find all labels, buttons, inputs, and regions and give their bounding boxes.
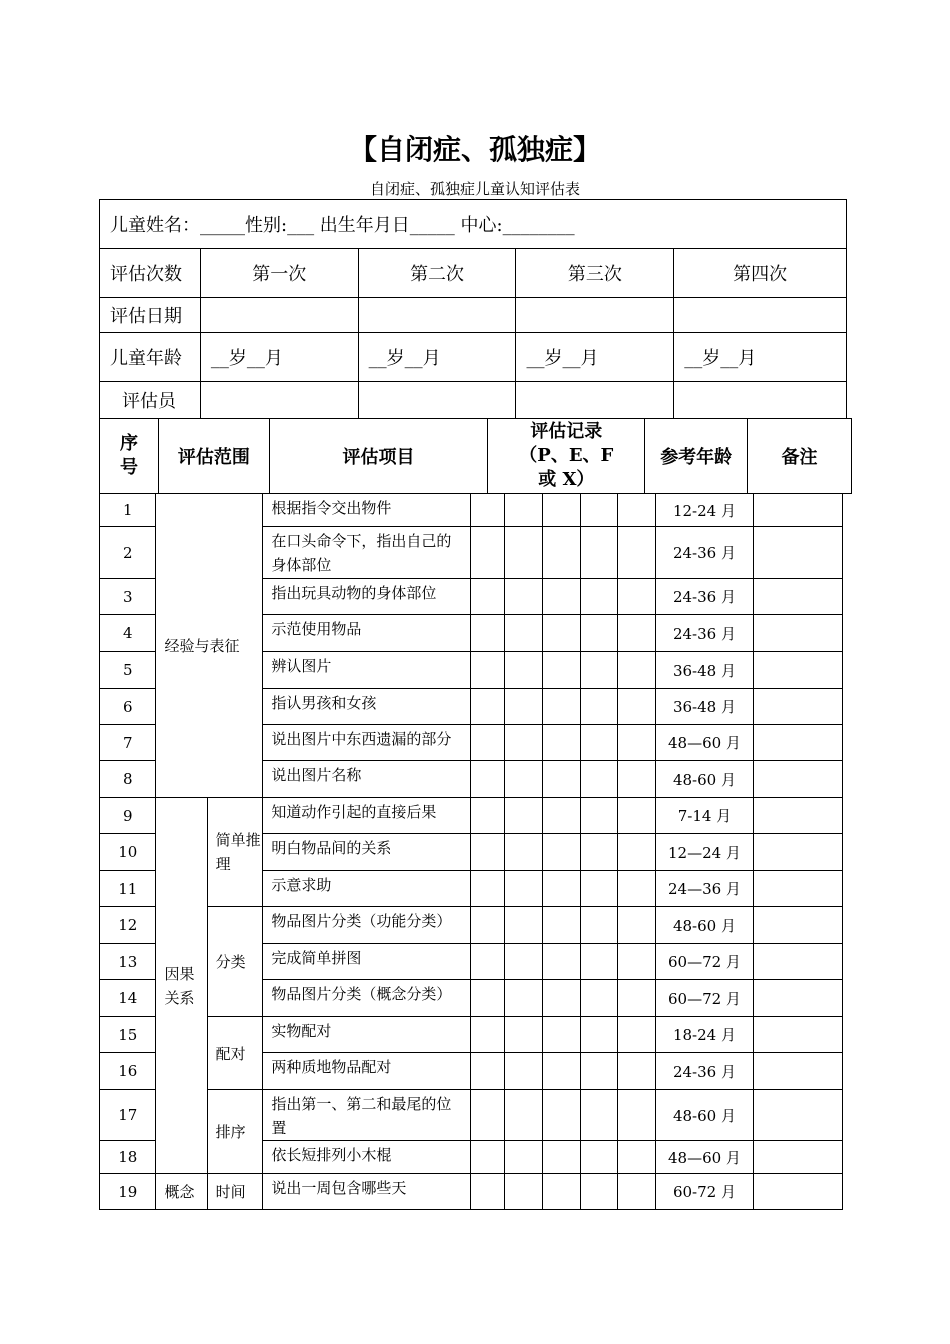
table-row (100, 1017, 843, 1053)
reference-age: 48—60 月 (655, 1141, 753, 1174)
record-cell[interactable] (581, 944, 618, 980)
record-cell[interactable] (581, 652, 618, 689)
note-cell[interactable] (753, 1017, 842, 1053)
header-record: 评估记录（P、E、F 或 X） (488, 419, 645, 494)
record-cell[interactable] (505, 834, 542, 871)
note-cell[interactable] (753, 689, 842, 725)
assessment-items-table (99, 493, 843, 1210)
page-title: 【自闭症、孤独症】 (348, 133, 601, 166)
note-cell[interactable] (753, 1053, 842, 1090)
child-age-cell[interactable]: __岁__月 (674, 333, 847, 382)
assessment-item: 指出玩具动物的身体部位 (263, 579, 471, 615)
record-cell[interactable] (581, 1053, 618, 1090)
assessment-item: 完成简单拼图 (263, 944, 471, 980)
record-cell[interactable] (505, 980, 542, 1017)
child-age-cell[interactable]: __岁__月 (200, 333, 358, 382)
record-cell[interactable] (581, 980, 618, 1017)
record-cell[interactable] (505, 1053, 542, 1090)
reference-age: 60-72 月 (655, 1174, 753, 1210)
record-cell[interactable] (581, 761, 618, 798)
eval-date-cell[interactable] (516, 298, 674, 333)
record-cell[interactable] (542, 615, 580, 652)
record-cell[interactable] (471, 798, 505, 834)
row-number: 6 (100, 689, 156, 725)
record-cell[interactable] (581, 907, 618, 944)
record-cell[interactable] (471, 980, 505, 1017)
record-cell[interactable] (581, 527, 618, 579)
row-number: 19 (100, 1174, 156, 1210)
record-cell[interactable] (471, 761, 505, 798)
header-ref-age: 参考年龄 (645, 419, 748, 494)
record-cell[interactable] (618, 834, 655, 871)
row-number: 7 (100, 725, 156, 761)
note-cell[interactable] (753, 907, 842, 944)
record-cell[interactable] (542, 1141, 580, 1174)
record-cell[interactable] (542, 689, 580, 725)
reference-age: 60—72 月 (655, 944, 753, 980)
scope-sub-cell: 排序 (207, 1090, 263, 1174)
child-age-cell[interactable]: __岁__月 (358, 333, 516, 382)
record-cell[interactable] (581, 494, 618, 527)
note-cell[interactable] (753, 652, 842, 689)
row-number: 12 (100, 907, 156, 944)
row-number: 10 (100, 834, 156, 871)
evaluator-cell[interactable] (200, 382, 358, 419)
eval-count-3: 第三次 (516, 249, 674, 298)
scope-cell: 概念 (156, 1174, 207, 1210)
eval-date-cell[interactable] (674, 298, 847, 333)
record-cell[interactable] (618, 1141, 655, 1174)
record-cell[interactable] (542, 834, 580, 871)
record-cell[interactable] (581, 725, 618, 761)
record-cell[interactable] (542, 725, 580, 761)
record-cell[interactable] (618, 527, 655, 579)
row-number: 5 (100, 652, 156, 689)
record-cell[interactable] (471, 579, 505, 615)
record-cell[interactable] (542, 944, 580, 980)
reference-age: 12—24 月 (655, 834, 753, 871)
reference-age: 24-36 月 (655, 579, 753, 615)
assessment-item: 指出第一、第二和最尾的位置 (263, 1090, 471, 1141)
record-cell[interactable] (471, 494, 505, 527)
record-cell[interactable] (618, 1090, 655, 1141)
record-cell[interactable] (542, 1053, 580, 1090)
note-cell[interactable] (753, 798, 842, 834)
reference-age: 48—60 月 (655, 725, 753, 761)
scope-cell: 因果关系 (156, 798, 207, 1174)
reference-age: 48-60 月 (655, 907, 753, 944)
row-number: 14 (100, 980, 156, 1017)
record-cell[interactable] (618, 871, 655, 907)
assessment-item: 明白物品间的关系 (263, 834, 471, 871)
record-cell[interactable] (618, 689, 655, 725)
reference-age: 48-60 月 (655, 761, 753, 798)
scope-sub-cell: 配对 (207, 1017, 263, 1090)
child-age-cell[interactable]: __岁__月 (516, 333, 674, 382)
note-cell[interactable] (753, 944, 842, 980)
record-cell[interactable] (471, 1174, 505, 1210)
record-cell[interactable] (618, 725, 655, 761)
record-cell[interactable] (618, 579, 655, 615)
assessment-item: 实物配对 (263, 1017, 471, 1053)
assessment-item: 两种质地物品配对 (263, 1053, 471, 1090)
row-number: 2 (100, 527, 156, 579)
note-cell[interactable] (753, 494, 842, 527)
assessment-item: 指认男孩和女孩 (263, 689, 471, 725)
record-cell[interactable] (618, 652, 655, 689)
eval-date-label: 评估日期 (100, 298, 201, 333)
evaluator-label: 评估员 (100, 382, 201, 419)
table-row (100, 494, 843, 527)
record-cell[interactable] (542, 798, 580, 834)
assessment-item: 依长短排列小木棍 (263, 1141, 471, 1174)
record-cell[interactable] (542, 761, 580, 798)
row-number: 8 (100, 761, 156, 798)
record-cell[interactable] (471, 834, 505, 871)
record-cell[interactable] (505, 494, 542, 527)
note-cell[interactable] (753, 980, 842, 1017)
record-cell[interactable] (618, 907, 655, 944)
record-cell[interactable] (471, 615, 505, 652)
table-row (100, 907, 843, 944)
row-number: 13 (100, 944, 156, 980)
note-cell[interactable] (753, 1141, 842, 1174)
record-cell[interactable] (505, 1090, 542, 1141)
record-cell[interactable] (505, 871, 542, 907)
record-cell[interactable] (542, 494, 580, 527)
evaluator-cell[interactable] (358, 382, 516, 419)
record-cell[interactable] (471, 527, 505, 579)
record-cell[interactable] (618, 615, 655, 652)
assessment-item: 物品图片分类（概念分类） (263, 980, 471, 1017)
table-row (100, 798, 843, 834)
record-cell[interactable] (618, 1174, 655, 1210)
record-cell[interactable] (471, 944, 505, 980)
record-cell[interactable] (505, 725, 542, 761)
record-cell[interactable] (471, 871, 505, 907)
row-number: 17 (100, 1090, 156, 1141)
reference-age: 24-36 月 (655, 615, 753, 652)
record-cell[interactable] (505, 579, 542, 615)
record-cell[interactable] (471, 725, 505, 761)
assessment-item: 根据指令交出物件 (263, 494, 471, 527)
assessment-item: 说出图片名称 (263, 761, 471, 798)
record-cell[interactable] (505, 527, 542, 579)
record-cell[interactable] (581, 689, 618, 725)
evaluator-cell[interactable] (516, 382, 674, 419)
eval-date-cell[interactable] (200, 298, 358, 333)
record-cell[interactable] (471, 907, 505, 944)
record-cell[interactable] (542, 871, 580, 907)
record-cell[interactable] (471, 1017, 505, 1053)
record-cell[interactable] (471, 689, 505, 725)
eval-count-1: 第一次 (200, 249, 358, 298)
reference-age: 7-14 月 (655, 798, 753, 834)
record-cell[interactable] (618, 944, 655, 980)
row-number: 18 (100, 1141, 156, 1174)
record-cell[interactable] (542, 1090, 580, 1141)
note-cell[interactable] (753, 834, 842, 871)
record-cell[interactable] (505, 761, 542, 798)
note-cell[interactable] (753, 615, 842, 652)
record-cell[interactable] (471, 1090, 505, 1141)
assessment-item: 知道动作引起的直接后果 (263, 798, 471, 834)
table-row (100, 1174, 843, 1210)
record-cell[interactable] (542, 652, 580, 689)
row-number: 1 (100, 494, 156, 527)
record-cell[interactable] (542, 527, 580, 579)
record-cell[interactable] (471, 652, 505, 689)
note-cell[interactable] (753, 1174, 842, 1210)
record-cell[interactable] (581, 1090, 618, 1141)
record-cell[interactable] (542, 907, 580, 944)
record-cell[interactable] (618, 761, 655, 798)
row-number: 3 (100, 579, 156, 615)
assessment-item: 物品图片分类（功能分类） (263, 907, 471, 944)
row-number: 9 (100, 798, 156, 834)
record-cell[interactable] (581, 1174, 618, 1210)
record-cell[interactable] (581, 1141, 618, 1174)
reference-age: 60—72 月 (655, 980, 753, 1017)
note-cell[interactable] (753, 761, 842, 798)
record-cell[interactable] (505, 944, 542, 980)
assessment-item: 说出一周包含哪些天 (263, 1174, 471, 1210)
record-cell[interactable] (618, 980, 655, 1017)
header-item: 评估项目 (269, 419, 488, 494)
note-cell[interactable] (753, 1090, 842, 1141)
eval-count-4: 第四次 (674, 249, 847, 298)
eval-count-2: 第二次 (358, 249, 516, 298)
record-cell[interactable] (505, 907, 542, 944)
reference-age: 36-48 月 (655, 689, 753, 725)
record-cell[interactable] (542, 1174, 580, 1210)
row-number: 15 (100, 1017, 156, 1053)
record-cell[interactable] (505, 1174, 542, 1210)
record-cell[interactable] (542, 579, 580, 615)
record-cell[interactable] (581, 798, 618, 834)
child-info-table (99, 199, 847, 419)
assessment-item: 示意求助 (263, 871, 471, 907)
page-subtitle: 自闭症、孤独症儿童认知评估表 (369, 180, 580, 198)
note-cell[interactable] (753, 527, 842, 579)
row-number: 16 (100, 1053, 156, 1090)
scope-sub-cell: 分类 (207, 907, 263, 1017)
evaluator-cell[interactable] (674, 382, 847, 419)
table-row (100, 1090, 843, 1141)
record-cell[interactable] (581, 579, 618, 615)
record-cell[interactable] (581, 834, 618, 871)
row-number: 4 (100, 615, 156, 652)
note-cell[interactable] (753, 725, 842, 761)
reference-age: 24-36 月 (655, 1053, 753, 1090)
header-seq: 序号 (100, 419, 159, 494)
record-cell[interactable] (471, 1141, 505, 1174)
record-cell[interactable] (505, 652, 542, 689)
scope-sub-cell: 时间 (207, 1174, 263, 1210)
record-cell[interactable] (505, 689, 542, 725)
record-cell[interactable] (618, 494, 655, 527)
record-cell[interactable] (581, 1017, 618, 1053)
reference-age: 48-60 月 (655, 1090, 753, 1141)
assessment-item: 示范使用物品 (263, 615, 471, 652)
assessment-header (99, 418, 852, 494)
child-info-line: 儿童姓名：_____性别:___ 出生年月日_____ 中心:________ (100, 200, 847, 249)
record-cell[interactable] (505, 615, 542, 652)
reference-age: 12-24 月 (655, 494, 753, 527)
record-cell[interactable] (581, 615, 618, 652)
record-cell[interactable] (505, 1141, 542, 1174)
child-age-label: 儿童年龄 (100, 333, 201, 382)
assessment-item: 在口头命令下，指出自己的身体部位 (263, 527, 471, 579)
record-cell[interactable] (618, 798, 655, 834)
header-scope: 评估范围 (158, 419, 269, 494)
eval-count-label: 评估次数 (100, 249, 201, 298)
record-cell[interactable] (505, 798, 542, 834)
assessment-item: 说出图片中东西遗漏的部分 (263, 725, 471, 761)
record-cell[interactable] (542, 1017, 580, 1053)
row-number: 11 (100, 871, 156, 907)
note-cell[interactable] (753, 579, 842, 615)
assessment-item: 辨认图片 (263, 652, 471, 689)
record-cell[interactable] (471, 1053, 505, 1090)
record-cell[interactable] (581, 871, 618, 907)
record-cell[interactable] (542, 980, 580, 1017)
scope-sub-cell: 简单推理 (207, 798, 263, 907)
header-note: 备注 (748, 419, 852, 494)
eval-date-cell[interactable] (358, 298, 516, 333)
reference-age: 24—36 月 (655, 871, 753, 907)
record-cell[interactable] (618, 1053, 655, 1090)
record-cell[interactable] (618, 1017, 655, 1053)
reference-age: 36-48 月 (655, 652, 753, 689)
note-cell[interactable] (753, 871, 842, 907)
scope-cell: 经验与表征 (156, 494, 263, 798)
reference-age: 18-24 月 (655, 1017, 753, 1053)
record-cell[interactable] (505, 1017, 542, 1053)
reference-age: 24-36 月 (655, 527, 753, 579)
